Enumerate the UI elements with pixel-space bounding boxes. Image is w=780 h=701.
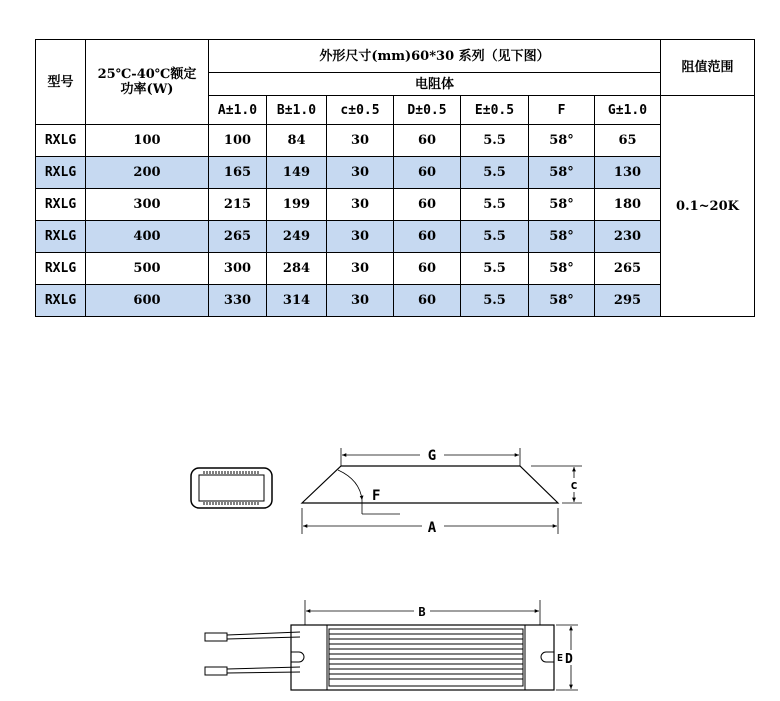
cell-d: 60	[394, 157, 461, 189]
cell-a: 300	[209, 253, 267, 285]
column-header-c: c±0.5	[327, 96, 394, 125]
cell-power: 300	[86, 189, 209, 221]
label-b: B	[418, 605, 426, 619]
label-e: E	[557, 653, 564, 664]
cell-b: 84	[267, 125, 327, 157]
cell-f: 58°	[529, 125, 595, 157]
side-profile-view	[302, 448, 582, 536]
cell-model: RXLG	[36, 221, 86, 253]
header-power-line2: 功率(W)	[120, 82, 174, 97]
cell-c: 30	[327, 157, 394, 189]
header-resistor-body: 电阻体	[209, 73, 661, 96]
cell-power: 400	[86, 221, 209, 253]
cell-e: 5.5	[461, 125, 529, 157]
cell-b: 199	[267, 189, 327, 221]
cell-d: 60	[394, 189, 461, 221]
cell-d: 60	[394, 253, 461, 285]
cell-f: 58°	[529, 189, 595, 221]
cell-b: 149	[267, 157, 327, 189]
cell-f: 58°	[529, 253, 595, 285]
top-view	[205, 600, 578, 690]
cell-model: RXLG	[36, 189, 86, 221]
cell-a: 100	[209, 125, 267, 157]
cell-g: 265	[595, 253, 661, 285]
cell-b: 249	[267, 221, 327, 253]
cell-model: RXLG	[36, 125, 86, 157]
header-model: 型号	[36, 40, 86, 125]
label-a: A	[427, 520, 437, 536]
cell-g: 230	[595, 221, 661, 253]
range-value: 0.1~20K	[661, 96, 755, 317]
cell-e: 5.5	[461, 253, 529, 285]
cell-a: 215	[209, 189, 267, 221]
cell-f: 58°	[529, 285, 595, 317]
cell-c: 30	[327, 253, 394, 285]
cell-f: 58°	[529, 157, 595, 189]
cell-c: 30	[327, 285, 394, 317]
cell-model: RXLG	[36, 157, 86, 189]
cell-power: 600	[86, 285, 209, 317]
cross-section-view	[191, 468, 272, 508]
label-d: D	[565, 652, 573, 667]
cell-c: 30	[327, 125, 394, 157]
cell-g: 65	[595, 125, 661, 157]
cell-b: 314	[267, 285, 327, 317]
cell-g: 130	[595, 157, 661, 189]
cell-c: 30	[327, 189, 394, 221]
header-power-line1: 25℃-40℃额定	[97, 67, 197, 82]
cell-power: 100	[86, 125, 209, 157]
header-dimensions: 外形尺寸(mm)60*30 系列（见下图）	[209, 40, 661, 73]
column-header-g: G±1.0	[595, 96, 661, 125]
cell-e: 5.5	[461, 157, 529, 189]
cell-d: 60	[394, 285, 461, 317]
cell-power: 500	[86, 253, 209, 285]
cell-c: 30	[327, 221, 394, 253]
cell-e: 5.5	[461, 285, 529, 317]
label-g: G	[427, 448, 437, 464]
header-range: 阻值范围	[661, 40, 755, 96]
column-header-d: D±0.5	[394, 96, 461, 125]
cell-a: 265	[209, 221, 267, 253]
cell-g: 180	[595, 189, 661, 221]
cell-f: 58°	[529, 221, 595, 253]
column-header-f: F	[529, 96, 595, 125]
label-c: c	[570, 478, 578, 492]
cell-model: RXLG	[36, 253, 86, 285]
column-header-a: A±1.0	[209, 96, 267, 125]
cell-a: 330	[209, 285, 267, 317]
cell-g: 295	[595, 285, 661, 317]
cell-b: 284	[267, 253, 327, 285]
cell-d: 60	[394, 125, 461, 157]
cell-power: 200	[86, 157, 209, 189]
column-header-e: E±0.5	[461, 96, 529, 125]
column-header-b: B±1.0	[267, 96, 327, 125]
cell-d: 60	[394, 221, 461, 253]
cell-e: 5.5	[461, 189, 529, 221]
cell-a: 165	[209, 157, 267, 189]
label-f: F	[372, 488, 381, 504]
cell-model: RXLG	[36, 285, 86, 317]
cell-e: 5.5	[461, 221, 529, 253]
